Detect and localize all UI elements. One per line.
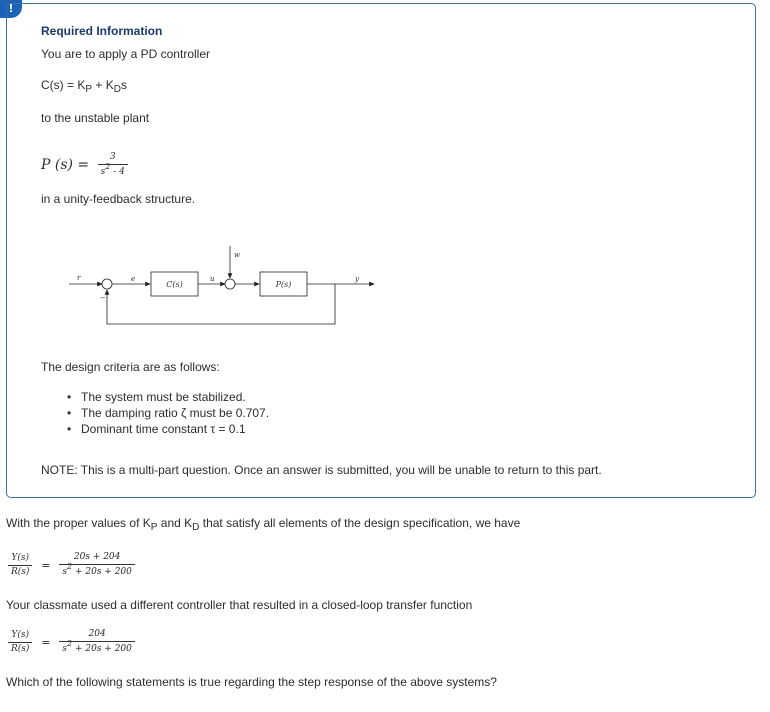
summing-junction-disturbance	[225, 279, 235, 289]
controller-block-label: C(s)	[166, 280, 183, 289]
question-text: Which of the following statements is true regarding the step response of the above systems?	[6, 675, 497, 689]
controller-equation	[41, 78, 127, 95]
plant-equation	[41, 152, 128, 178]
transfer-function-2	[8, 629, 135, 655]
plant-lhs: P (s) =	[41, 157, 90, 173]
list-item: • Dominant time constant τ = 0.1	[65, 421, 269, 437]
body-intro-text: With the proper values of $K_P$ and $K_D$ that satisfy all elements of the design specification, we have	[6, 516, 521, 533]
kd-symbol: $K_Ds$	[105, 78, 127, 95]
signal-u-label: u	[210, 275, 215, 283]
list-item: • The damping ratio ζ must be 0.707.	[65, 405, 269, 421]
criteria-intro-text: The design criteria are as follows:	[41, 360, 220, 374]
classmate-text: Your classmate used a different controller that resulted in a closed-loop transfer function	[6, 598, 473, 612]
signal-r-label: r	[77, 274, 81, 282]
minus-sign: −	[100, 294, 106, 302]
tf2-lhs: $\frac{Y(s)}{R(s)}$	[8, 630, 32, 655]
criteria-list	[65, 389, 269, 437]
structure-text: in a unity-feedback structure.	[41, 192, 196, 206]
plus-sign: +	[95, 78, 103, 92]
block-diagram	[63, 240, 383, 326]
alert-icon: !	[0, 0, 22, 18]
plant-intro-text: to the unstable plant	[41, 111, 150, 125]
list-item: • The system must be stabilized.	[65, 389, 269, 405]
transfer-function-1	[8, 552, 135, 578]
intro-text: You are to apply a PD controller	[41, 47, 210, 61]
tf1-lhs: $\frac{Y(s)}{R(s)}$	[8, 553, 32, 578]
tf2-rhs: $\frac{204}{s2 + 20s + 200}$	[59, 629, 135, 655]
required-information-panel	[6, 3, 756, 498]
signal-w-label: w	[234, 251, 240, 259]
note-text: NOTE: This is a multi-part question. Once an answer is submitted, you will be unable to return to this part.	[41, 463, 602, 477]
kp-symbol: $K_P$	[77, 78, 93, 95]
plant-fraction	[98, 152, 128, 178]
tf1-rhs: $\frac{20s + 204}{s2 + 20s + 200}$	[59, 552, 135, 578]
plant-block-label: P(s)	[275, 280, 292, 289]
kp-symbol: $K_P$	[142, 516, 158, 533]
summing-junction-error	[102, 279, 112, 289]
controller-lhs: C(s) =	[41, 78, 74, 92]
equals-sign: =	[41, 635, 51, 649]
plant-numerator: 3	[98, 152, 128, 165]
equals-sign: =	[41, 558, 51, 572]
plant-denominator: s2 - 4	[100, 162, 125, 177]
signal-y-label: y	[355, 275, 359, 283]
signal-e-label: e	[131, 275, 136, 283]
panel-title: Required Information	[41, 24, 163, 38]
kd-symbol: $K_D$	[184, 516, 200, 533]
